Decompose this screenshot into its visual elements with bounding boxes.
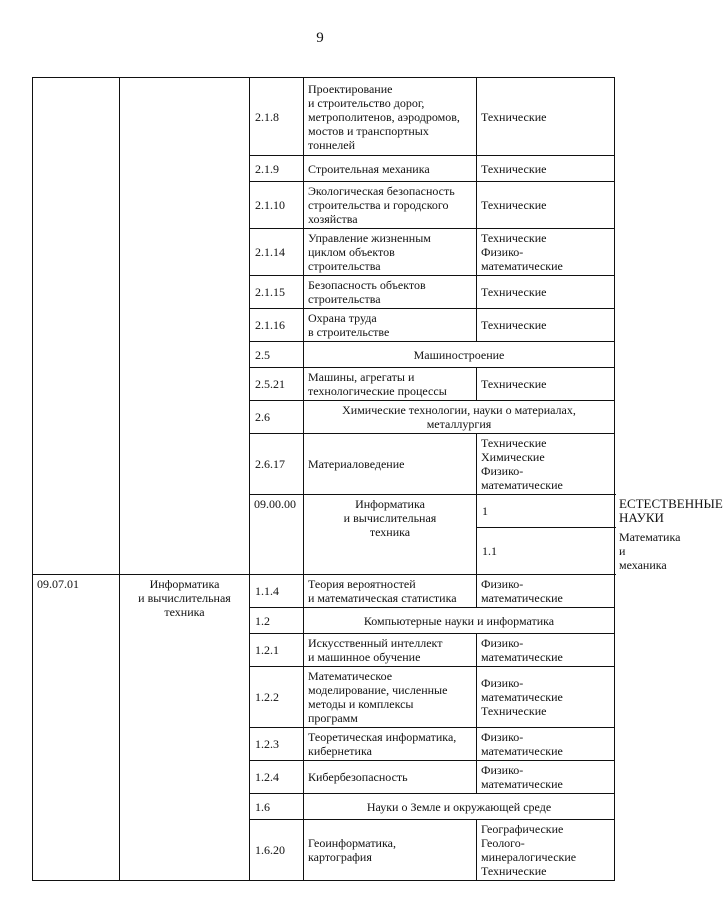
specialty-name-cell: Охрана труда в строительстве	[304, 309, 477, 342]
group-name-cell: Информатика и вычислительная техника	[120, 575, 250, 881]
section-title-cell: Науки о Земле и окружающей среде	[304, 794, 615, 820]
table-row	[33, 78, 615, 156]
specialty-code-cell: 2.6.17	[250, 434, 304, 495]
specialty-code-cell: 1.6	[250, 794, 304, 820]
specialty-code-cell: 1.6.20	[250, 820, 304, 881]
specialty-name-cell: Кибербезопасность	[304, 761, 477, 794]
science-fields-cell: Технические	[477, 156, 615, 182]
specialty-code-cell: 2.1.14	[250, 229, 304, 276]
specialty-code-cell: 1.2.3	[250, 728, 304, 761]
specialty-code-cell: 1.2	[250, 608, 304, 634]
science-fields-cell: Географические Геолого- минералогические Технические	[477, 820, 615, 881]
group-name-cell	[120, 78, 250, 575]
specialty-name-cell: Математическое моделирование, численные методы и комплексы программ	[304, 667, 477, 728]
specialties-table	[32, 77, 723, 881]
science-fields-cell: Физико- математические Технические	[477, 667, 615, 728]
group-name-cell: Информатика и вычислительная техника	[304, 495, 477, 575]
specialty-name-cell: Теоретическая информатика, кибернетика	[304, 728, 477, 761]
specialty-code-cell: 2.1.10	[250, 182, 304, 229]
science-fields-cell: Технические Физико- математические	[477, 229, 615, 276]
science-fields-cell: Технические	[477, 309, 615, 342]
specialty-name-cell: Безопасность объектов строительства	[304, 276, 477, 309]
specialty-name-cell: Теория вероятностей и математическая статистика	[304, 575, 477, 608]
page-number: 9	[316, 30, 324, 46]
group-code-cell: 09.07.01	[33, 575, 120, 881]
specialty-name-cell: Геоинформатика, картография	[304, 820, 477, 881]
specialty-code-cell: 1.2.1	[250, 634, 304, 667]
specialty-name-cell: Управление жизненным циклом объектов строительства	[304, 229, 477, 276]
section-title-cell: Химические технологии, науки о материалах, металлургия	[304, 401, 615, 434]
specialty-name-cell: Материаловедение	[304, 434, 477, 495]
specialty-name-cell: Машины, агрегаты и технологические процессы	[304, 368, 477, 401]
specialty-name-cell: Экологическая безопасность строительства и городского хозяйства	[304, 182, 477, 229]
table-row	[33, 575, 615, 608]
specialty-code-cell: 2.5.21	[250, 368, 304, 401]
specialty-code-cell: 2.6	[250, 401, 304, 434]
science-fields-cell: Физико- математические	[477, 575, 615, 608]
science-fields-cell: Технические	[477, 276, 615, 309]
specialty-code-cell: 2.5	[250, 342, 304, 368]
specialty-code-cell: 1.2.4	[250, 761, 304, 794]
specialty-code-cell: 2.1.8	[250, 78, 304, 156]
section-title-cell: Машиностроение	[304, 342, 615, 368]
specialty-code-cell: 1.1.4	[250, 575, 304, 608]
specialty-name-cell: Строительная механика	[304, 156, 477, 182]
section-title-cell: Компьютерные науки и информатика	[304, 608, 615, 634]
table-row: 1.1 Математика и механика	[33, 528, 615, 575]
science-fields-cell: Физико- математические	[477, 761, 615, 794]
specialty-name-cell: Искусственный интеллект и машинное обучение	[304, 634, 477, 667]
table-row: 09.00.00 Информатика и вычислительная техника 1 ЕСТЕСТВЕННЫЕ НАУКИ	[33, 495, 615, 528]
science-fields-cell: Технические	[477, 78, 615, 156]
science-fields-cell: Физико- математические	[477, 728, 615, 761]
specialty-code-cell: 1.2.2	[250, 667, 304, 728]
group-code-cell: 09.00.00	[250, 495, 304, 575]
science-fields-cell: Технические Химические Физико- математические	[477, 434, 615, 495]
specialty-code-cell: 1	[477, 495, 615, 528]
science-fields-cell: Технические	[477, 182, 615, 229]
specialty-code-cell: 2.1.16	[250, 309, 304, 342]
specialty-code-cell: 2.1.9	[250, 156, 304, 182]
specialty-code-cell: 1.1	[477, 528, 615, 575]
science-fields-cell: Физико- математические	[477, 634, 615, 667]
specialty-name-cell: Проектирование и строительство дорог, метрополитенов, аэродромов, мостов и транспортных тоннелей	[304, 78, 477, 156]
specialty-code-cell: 2.1.15	[250, 276, 304, 309]
science-fields-cell: Технические	[477, 368, 615, 401]
group-code-cell	[33, 78, 120, 575]
